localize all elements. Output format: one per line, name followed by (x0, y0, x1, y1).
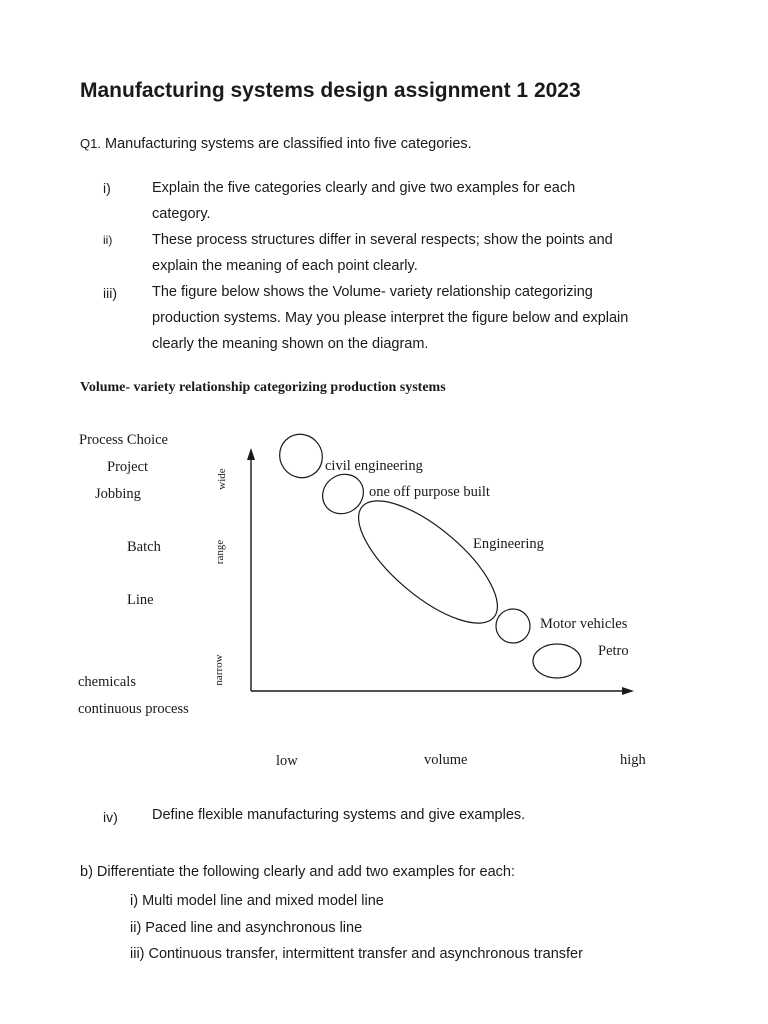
line-label: Line (127, 592, 154, 608)
continuous-process-label: continuous process (78, 701, 189, 717)
figure-caption: Volume- variety relationship categorizing production systems (80, 380, 446, 395)
item-i-line1: Explain the five categories clearly and give two examples for each (152, 180, 576, 196)
question-text: Manufacturing systems are classified into five categories. (105, 136, 472, 152)
part-b-item-2: ii) Paced line and asynchronous line (130, 920, 363, 936)
jobbing-label: Jobbing (95, 486, 141, 502)
project-label: Project (107, 459, 149, 475)
part-b-item-3: iii) Continuous transfer, intermittent transfer and asynchronous transfer (130, 946, 583, 962)
one-off-purpose-built-label: one off purpose built (369, 484, 490, 500)
item-ii-line1: These process structures differ in several respects; show the points and (152, 232, 613, 248)
x-axis-low-label: low (276, 753, 298, 769)
x-axis-arrow (622, 687, 634, 695)
question-number: Q1. (80, 136, 101, 151)
y-axis-arrow (247, 448, 255, 460)
ellipse-motor-vehicles (496, 609, 530, 643)
page-title: Manufacturing systems design assignment 1 2023 (80, 79, 581, 102)
x-axis-volume-label: volume (424, 752, 468, 768)
engineering-label: Engineering (473, 536, 544, 552)
item-number-i: i) (103, 180, 111, 196)
part-b-item-1: i) Multi model line and mixed model line (130, 893, 384, 909)
item-iii-line1: The figure below shows the Volume- variety relationship categorizing (152, 284, 593, 300)
y-axis-range-label: range (214, 539, 226, 565)
batch-label: Batch (127, 539, 161, 555)
item-ii-line2: explain the meaning of each point clearly. (152, 258, 418, 274)
motor-vehicles-label: Motor vehicles (540, 616, 628, 632)
civil-engineering-label: civil engineering (325, 458, 423, 474)
petro-label: Petro (598, 643, 629, 659)
chemicals-label: chemicals (78, 674, 136, 690)
process-choice-label: Process Choice (79, 432, 168, 448)
ellipse-engineering (340, 481, 515, 644)
x-axis-high-label: high (620, 752, 646, 768)
ellipse-civil-engineering (271, 426, 331, 486)
part-b-heading: b) Differentiate the following clearly and add two examples for each: (80, 864, 515, 880)
item-iv-text: Define flexible manufacturing systems and give examples. (152, 807, 526, 823)
item-number-ii: ii) (103, 233, 113, 247)
item-i-line2: category. (152, 206, 211, 222)
item-iii-line3: clearly the meaning shown on the diagram. (152, 336, 429, 352)
ellipse-petro (533, 644, 581, 678)
item-number-iii: iii) (103, 285, 117, 301)
y-axis-narrow-label: narrow (213, 654, 225, 686)
item-number-iv: iv) (103, 809, 118, 825)
y-axis-wide-label: wide (216, 468, 228, 490)
item-iii-line2: production systems. May you please interpret the figure below and explain (152, 310, 629, 326)
